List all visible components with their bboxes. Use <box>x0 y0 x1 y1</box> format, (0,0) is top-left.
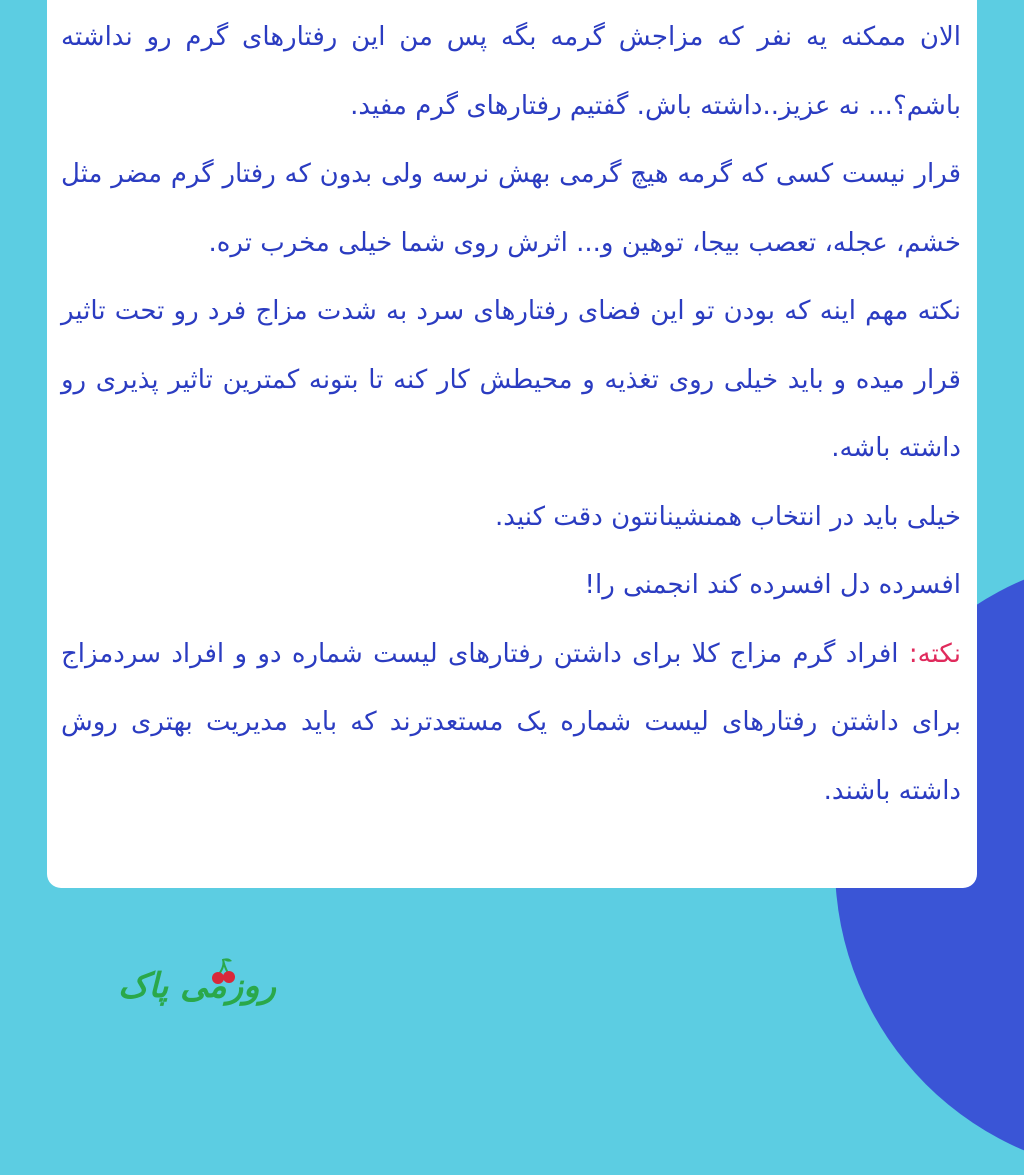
paragraph-5: افسرده دل افسرده کند انجمنی را! <box>584 570 961 600</box>
paragraph-1: الان ممکنه یه نفر که مزاجش گرمه بگه پس من این رفتارهای گرم رو نداشته باشم؟... نه عزیز..داشته باش. گفتیم رفتارهای گرم مفید. <box>61 22 961 121</box>
note-label: نکته: <box>908 638 961 669</box>
note-text: افراد گرم مزاج کلا برای داشتن رفتارهای لیست شماره دو و افراد سردمزاج برای داشتن رفتارهای لیست شماره یک مستعدترند که باید مدیریت بهتری روش داشته باشند. <box>61 638 961 806</box>
paragraph-2: قرار نیست کسی که گرمه هیچ گرمی بهش نرسه ولی بدون که رفتار گرم مضر مثل خشم، عجله، تعصب بیجا، توهین و... اثرش روی شما خیلی مخرب تره. <box>61 159 961 258</box>
text-card <box>47 0 977 888</box>
note-paragraph <box>61 620 961 826</box>
logo-text: روزمی پاک <box>118 966 276 1006</box>
paragraph-3: نکته مهم اینه که بودن تو این فضای رفتارهای سرد به شدت مزاج فرد رو تحت تاثیر قرار میده و باید خیلی روی تغذیه و محیطش کار کنه تا بتونه کمترین تاثیر پذیری رو داشته باشه. <box>61 296 961 463</box>
brand-logo <box>96 964 276 1014</box>
paragraph-4: خیلی باید در انتخاب همنشینانتون دقت کنید. <box>495 501 961 532</box>
post-text <box>61 3 961 825</box>
